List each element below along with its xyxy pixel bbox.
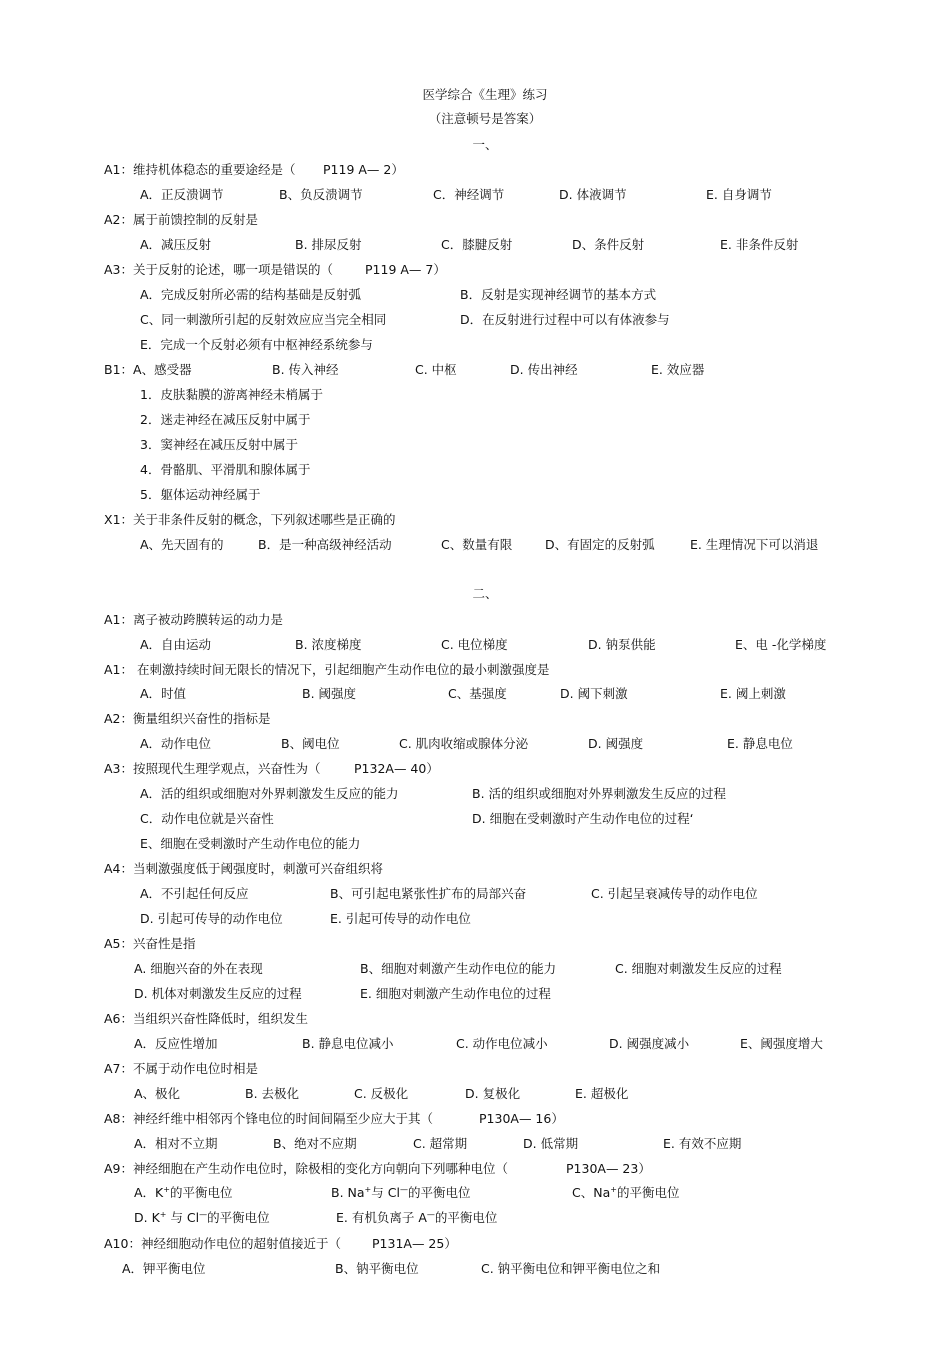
option: C. 电位梯度: [441, 637, 508, 652]
option: C、同一刺激所引起的反射效应应当完全相同: [140, 312, 387, 327]
option: C. 超常期: [413, 1136, 468, 1151]
question-ref: P131A— 25）: [372, 1236, 457, 1251]
option: D. 钠泵供能: [588, 637, 656, 652]
option: C．动作电位就是兴奋性: [140, 811, 274, 826]
question-stem: A4：当刺激强度低于阈强度时，刺激可兴奋组织将: [104, 861, 384, 876]
page-note: （注意顿号是答案）: [428, 111, 542, 126]
question-ref: P130A— 16）: [479, 1111, 564, 1126]
question-stem: A8：神经纤维中相邻丙个锋电位的时间间隔至少应大于其（: [104, 1111, 434, 1126]
option: D. 体液调节: [559, 187, 627, 202]
option: E. 自身调节: [706, 187, 772, 202]
option: A. 细胞兴奋的外在表现: [134, 961, 263, 976]
option: B．反射是实现神经调节的基本方式: [460, 287, 657, 302]
option: D．在反射进行过程中可以有体液参与: [460, 312, 670, 327]
option: C. 细胞对刺激发生反应的过程: [615, 961, 782, 976]
question-ref: P132A— 40）: [354, 761, 439, 776]
option: C. 反极化: [354, 1086, 409, 1101]
option: B. 浓度梯度: [295, 637, 362, 652]
option: E. 引起可传导的动作电位: [330, 911, 471, 926]
question-ref: P119 A— 7）: [365, 262, 446, 277]
sub-item: 2．迷走神经在减压反射中属于: [140, 412, 311, 427]
option: E. 生理情况下可以消退: [690, 537, 819, 552]
question-stem: A1：维持机体稳态的重要途经是（: [104, 162, 296, 177]
option: D. 引起可传导的动作电位: [140, 911, 283, 926]
option: E. 效应器: [651, 362, 705, 377]
option: E. 有效不应期: [663, 1136, 742, 1151]
option: C. 中枢: [415, 362, 457, 377]
option: C. 动作电位减小: [456, 1036, 548, 1051]
option: E. 非条件反射: [720, 237, 799, 252]
option: A．正反溃调节: [140, 187, 224, 202]
option: B. 排尿反射: [295, 237, 362, 252]
option: B. 传入神经: [272, 362, 339, 377]
sub-item: 1．皮肤黏膜的游离神经未梢属于: [140, 387, 323, 402]
option: D. 低常期: [523, 1136, 579, 1151]
question-stem: A1：离子被动跨膜转运的动力是: [104, 612, 284, 627]
option: A．动作电位: [140, 736, 212, 751]
option: E. 有机负离子 A—的平衡电位: [336, 1210, 498, 1225]
option: A．不引起任何反应: [140, 886, 249, 901]
question-stem: A5：兴奋性是指: [104, 936, 196, 951]
option: D. 阈强度减小: [609, 1036, 690, 1051]
option: B、负反溃调节: [279, 187, 363, 202]
option: E. 细胞对刺激产生动作电位的过程: [360, 986, 551, 1001]
question-stem: A10：神经细胞动作电位的超射值接近于（: [104, 1236, 341, 1251]
option: C、数量有限: [441, 537, 513, 552]
question-ref: P119 A— 2）: [323, 162, 404, 177]
sub-item: 4．骨骼肌、平滑肌和腺体属于: [140, 462, 311, 477]
option: A．相对不立期: [134, 1136, 218, 1151]
option: B. 去极化: [245, 1086, 300, 1101]
page-title: 医学综合《生理》练习: [422, 87, 548, 102]
question-stem: A3：按照现代生理学观点，兴奋性为（: [104, 761, 321, 776]
option: E、阈强度增大: [740, 1036, 823, 1051]
option: B．是一种高级神经活动: [258, 537, 392, 552]
option: C．膝腱反射: [441, 237, 513, 252]
question-stem: A9：神经细胞在产生动作电位时，除极相的变化方向朝向下列哪种电位（: [104, 1161, 509, 1176]
option: A．钾平衡电位: [122, 1261, 206, 1276]
question-stem: A2：衡量组织兴奋性的指标是: [104, 711, 271, 726]
question-stem: A6：当组织兴奋性降低时，组织发生: [104, 1011, 309, 1026]
option: B. Na+与 Cl—的平衡电位: [331, 1185, 471, 1200]
option: E、细胞在受刺激时产生动作电位的能力: [140, 836, 361, 851]
question-stem: A1： 在刺激持续时间无限长的情况下，引起细胞产生动作电位的最小刺激强度是: [104, 662, 550, 677]
option: E. 阈上刺激: [720, 686, 786, 701]
question-stem: A7：不属于动作电位时相是: [104, 1061, 259, 1076]
option: A．反应性增加: [134, 1036, 218, 1051]
option: B、阈电位: [281, 736, 340, 751]
option: C. 引起呈衰减传导的动作电位: [591, 886, 758, 901]
option: E. 静息电位: [727, 736, 793, 751]
option: B. 阈强度: [302, 686, 357, 701]
question-stem: B1：A、感受器: [104, 362, 192, 377]
option: B、可引起电紧张性扩布的局部兴奋: [330, 886, 527, 901]
option: B、钠平衡电位: [335, 1261, 419, 1276]
option: D、有固定的反射弧: [545, 537, 655, 552]
option: A、先天固有的: [140, 537, 224, 552]
option: A．活的组织或细胞对外界刺激发生反应的能力: [140, 786, 399, 801]
option: D. K+ 与 Cl—的平衡电位: [134, 1210, 270, 1225]
sub-item: 5．躯体运动神经属于: [140, 487, 261, 502]
option: A．减压反射: [140, 237, 212, 252]
sub-item: 3．窦神经在减压反射中属于: [140, 437, 298, 452]
question-stem: A3：关于反射的论述，哪一项是错误的（: [104, 262, 334, 277]
section-heading-2: 二、: [472, 586, 498, 601]
option: B、绝对不应期: [273, 1136, 357, 1151]
option: D. 阈下刺激: [560, 686, 628, 701]
option: A．完成反射所必需的结构基础是反射弧: [140, 287, 362, 302]
option: B、细胞对刺激产生动作电位的能力: [360, 961, 557, 976]
option: C、基强度: [448, 686, 507, 701]
question-stem: X1：关于非条件反射的概念，下列叙述哪些是正确的: [104, 512, 396, 527]
option: E．完成一个反射必须有中枢神经系统参与: [140, 337, 373, 352]
option: C、Na+的平衡电位: [572, 1185, 680, 1200]
section-heading-1: 一、: [472, 137, 498, 152]
option: A．时值: [140, 686, 187, 701]
option: E、电 -化学梯度: [735, 637, 827, 652]
question-ref: P130A— 23）: [566, 1161, 651, 1176]
question-stem: A2：属于前馈控制的反射是: [104, 212, 259, 227]
option: C. 肌肉收缩或腺体分泌: [399, 736, 529, 751]
option: A．K+的平衡电位: [134, 1185, 233, 1200]
option: D. 复极化: [465, 1086, 521, 1101]
option: B. 活的组织或细胞对外界刺激发生反应的过程: [472, 786, 727, 801]
option: C．神经调节: [433, 187, 505, 202]
option: C. 钠平衡电位和钾平衡电位之和: [481, 1261, 661, 1276]
option: D、条件反射: [572, 237, 645, 252]
option: B. 静息电位减小: [302, 1036, 394, 1051]
option: D. 传出神经: [510, 362, 578, 377]
option: D. 阈强度: [588, 736, 644, 751]
option: A、极化: [134, 1086, 181, 1101]
option: A．自由运动: [140, 637, 212, 652]
option: D. 细胞在受刺激时产生动作电位的过程‘: [472, 811, 694, 826]
option: E. 超极化: [575, 1086, 629, 1101]
option: D. 机体对刺激发生反应的过程: [134, 986, 302, 1001]
